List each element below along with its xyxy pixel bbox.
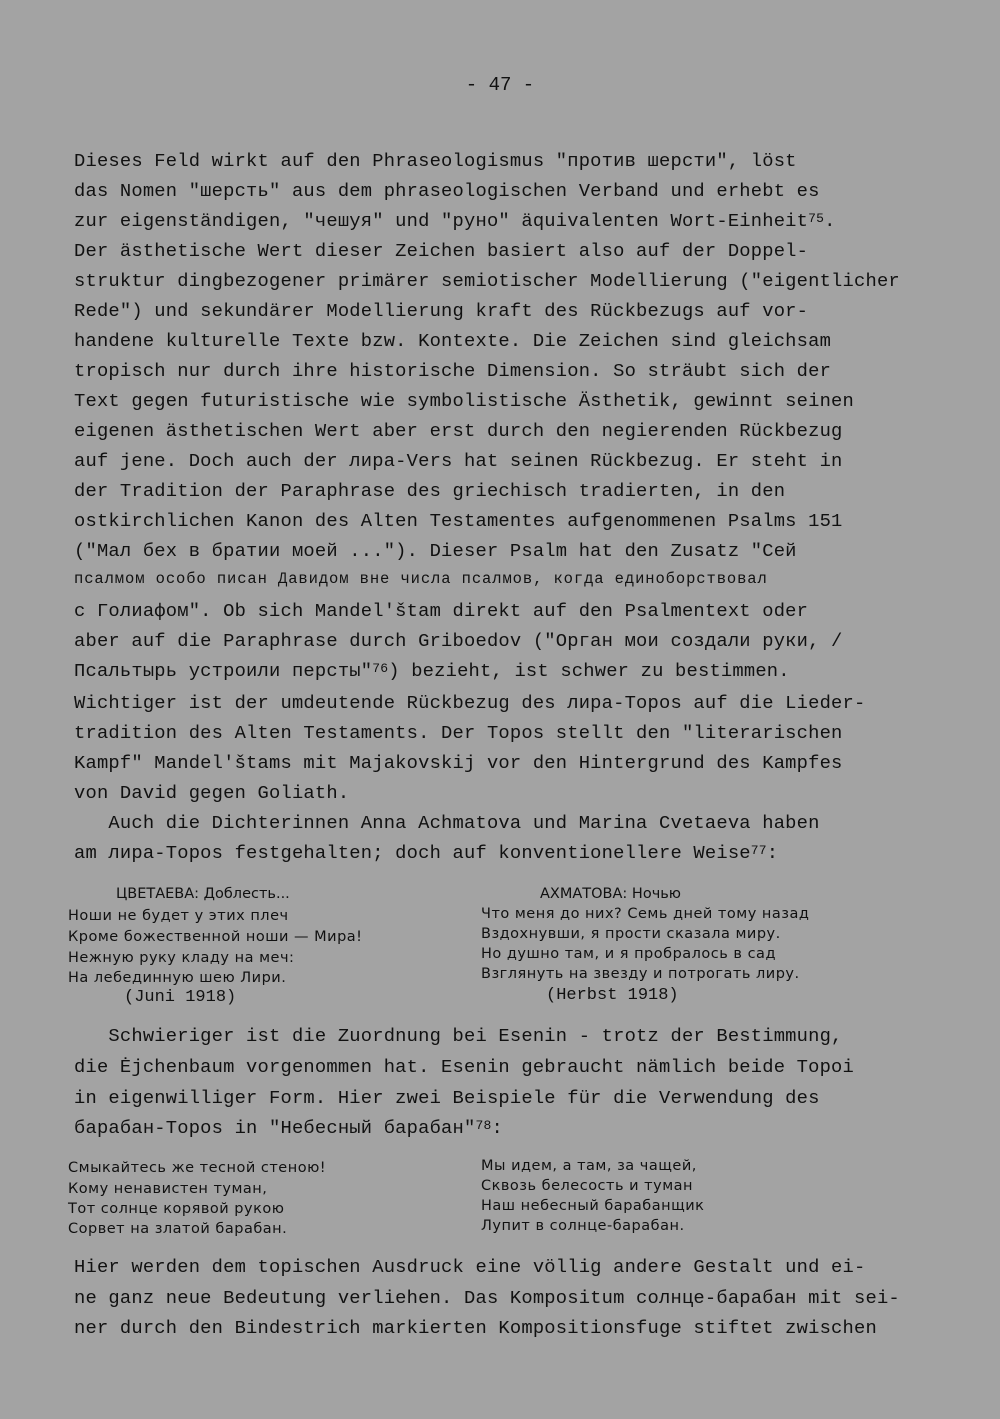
text-line: aber auf die Paraphrase durch Griboedov ("Орган мои создали руки, / [74, 630, 843, 652]
poem-line: Лупит в солнце-барабан. [481, 1218, 685, 1234]
poem-line: Кому ненавистен туман, [68, 1181, 268, 1197]
poem-line: Что меня до них? Семь дней тому назад [481, 906, 810, 922]
text-line: Dieses Feld wirkt auf den Phraseologismus "против шерсти", löst [74, 150, 797, 172]
poem-line: Нежную руку кладу на меч: [68, 950, 295, 966]
page-number: - 47 - [465, 74, 535, 96]
text-line: zur eigenständigen, "чешуя" und "руно" äquivalenten Wort-Einheit$^{75}$. [74, 210, 836, 232]
poem-line: Сорвет на златой барабан. [68, 1221, 288, 1237]
text-line: барабан-Topos in "Небесный барабан"$^{78}$: [74, 1117, 503, 1139]
text-line: Wichtiger ist der umdeutende Rückbezug des лира-Topos auf die Lieder- [74, 692, 866, 714]
poem-date: (Herbst 1918) [546, 986, 679, 1005]
text-line: von David gegen Goliath. [74, 782, 350, 804]
text-line: auf jene. Doch auch der лира-Vers hat seinen Rückbezug. Er steht in [74, 450, 843, 472]
poem-heading: ЦВЕТАЕВА: Доблесть... [116, 886, 290, 902]
text-line: das Nomen "шерсть" aus dem phraseologischen Verband und erhebt es [74, 180, 820, 202]
text-line: der Tradition der Paraphrase des griechisch tradierten, in den [74, 480, 786, 502]
poem-line: Взглянуть на звезду и потрогать лиру. [481, 966, 800, 982]
poem-line: Кроме божественной ноши — Мира! [68, 929, 363, 945]
text-line: handene kulturelle Texte bzw. Kontexte. Die Zeichen sind gleichsam [74, 330, 832, 352]
text-line: Auch die Dichterinnen Anna Achmatova und Marina Cvetaeva haben [74, 812, 820, 834]
poem-line: На лебединную шею Лири. [68, 970, 287, 986]
footnote-ref: 78 [475, 1118, 492, 1133]
text-line: ("Мал бех в братии моей ..."). Dieser Psalm hat den Zusatz "Сей [74, 540, 797, 562]
text-line: tropisch nur durch ihre historische Dimension. So sträubt sich der [74, 360, 832, 382]
poem-line: Наш небесный барабанщик [481, 1198, 705, 1214]
text-line: с Голиафом". Ob sich Mandel'štam direkt auf den Psalmentext oder [74, 600, 809, 622]
text-line: Kampf" Mandel'štams mit Majakovskij vor den Hintergrund des Kampfes [74, 752, 843, 774]
footnote-ref: 76 [372, 661, 389, 676]
poem-line: Смыкайтесь же тесной стеною! [68, 1160, 327, 1176]
text-line: in eigenwilliger Form. Hier zwei Beispiele für die Verwendung des [74, 1087, 820, 1109]
text-line: eigenen ästhetischen Wert aber erst durch den negierenden Rückbezug [74, 420, 843, 442]
poem-line: Мы идем, а там, за чащей, [481, 1158, 697, 1174]
footnote-ref: 75 [808, 211, 825, 226]
text-line: ostkirchlichen Kanon des Alten Testamentes aufgenommenen Psalms 151 [74, 510, 843, 532]
poem-line: Вздохнувши, я прости сказала миру. [481, 926, 781, 942]
poem-date: (Juni 1918) [124, 988, 237, 1007]
text-line: die Ėjchenbaum vorgenommen hat. Esenin gebraucht nämlich beide Topoi [74, 1056, 854, 1078]
poem-heading: АХМАТОВА: Ночью [540, 886, 682, 902]
poem-line: Ноши не будет у этих плеч [68, 908, 289, 924]
text-line: Hier werden dem topischen Ausdruck eine völlig andere Gestalt und ei- [74, 1256, 866, 1278]
text-line: struktur dingbezogener primärer semiotischer Modellierung ("eigentlicher [74, 270, 900, 292]
text-line: Rede") und sekundärer Modellierung kraft des Rückbezugs auf vor- [74, 300, 809, 322]
text-line: Псальтырь устроили персты"$^{76}$) bezieht, ist schwer zu bestimmen. [74, 660, 790, 682]
poem-line: Сквозь белесость и туман [481, 1178, 693, 1194]
text-line: Text gegen futuristische wie symbolistische Ästhetik, gewinnt seinen [74, 390, 854, 412]
footnote-ref: 77 [750, 843, 767, 858]
text-line: Der ästhetische Wert dieser Zeichen basiert also auf der Doppel- [74, 240, 809, 262]
poem-line: Но душно там, и я пробралось в сад [481, 946, 776, 962]
text-line: Schwieriger ist die Zuordnung bei Esenin - trotz der Bestimmung, [74, 1025, 843, 1047]
text-line: ne ganz neue Bedeutung verliehen. Das Kompositum солнце-барабан mit sei- [74, 1287, 900, 1309]
poem-line: Тот солнце корявой рукою [68, 1201, 285, 1217]
text-line: ner durch den Bindestrich markierten Kompositionsfuge stiftet zwischen [74, 1317, 877, 1339]
text-line: am лира-Topos festgehalten; doch auf konventionellere Weise$^{77}$: [74, 842, 779, 864]
text-line: tradition des Alten Testaments. Der Topos stellt den "literarischen [74, 722, 843, 744]
text-line: псалмом особо писан Давидом вне числа псалмов, когда единоборствовал [74, 570, 768, 588]
